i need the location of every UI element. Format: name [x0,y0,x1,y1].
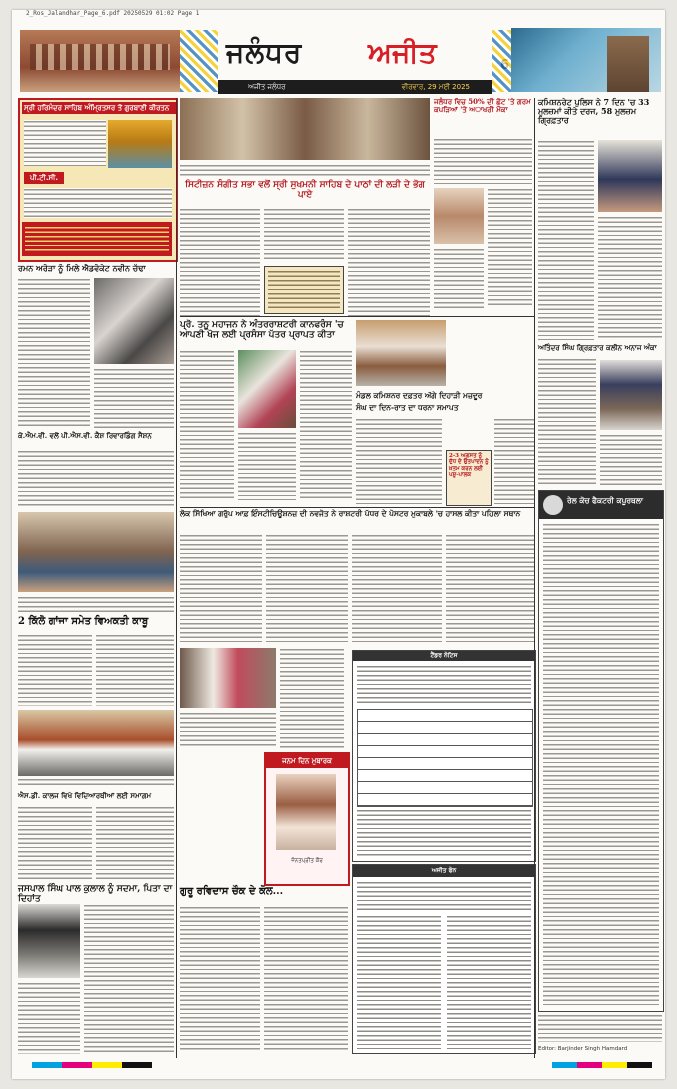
box-birthday [264,752,350,886]
photo-ear [434,188,484,244]
masthead-building-photo [20,30,180,92]
masthead [12,26,665,96]
story-ganja-text [18,634,92,706]
headline-milk: 2-3 ਅਗਸਤ ਨੂੰ ਦੁੱਧ ਦੇ ਉਤਪਾਦਨ ਨੂੰ ਖ਼ਤਮ ਕਰਨ ਲਈ ਪਸ਼ੂ-ਪਾਲਕ [449,453,489,478]
story-atinder-text-2 [600,434,662,486]
story-ear-text-2 [434,248,484,308]
notice-rcf-title: ਰੇਲ ਕੋਚ ਫੈਕਟਰੀ ਕਪੂਰਥਲਾ [567,496,644,505]
story-dharna-col1 [356,418,442,506]
story-sukhmani-col1 [180,208,260,316]
photo-raman-arora [94,278,174,364]
box-note [264,266,344,314]
photo-protest [356,320,446,386]
notice-center [352,864,536,1054]
photo-sukhmani-sahib [180,98,430,160]
masthead-title-ajit: ਅਜੀਤ [368,36,437,69]
headline-atinder: ਅਤਿੰਦਰ ਸਿੰਘ ਗ੍ਰਿਫ਼ਤਾਰ ਕਲੀਨ ਅਨਾਜ ਅੰਕਾ [538,343,657,352]
row-rule-1 [180,316,534,317]
ad-kirtan-footer-text [25,226,169,252]
story-commissionerate-col2 [598,216,662,340]
story-ravidas-col2 [264,906,348,1052]
notice-tender [352,650,536,862]
column-rule-1 [176,98,177,1058]
notice-tender-footer [357,809,531,857]
story-sd-college-text-2 [96,806,174,880]
story-sukhmani-col3 [348,208,430,316]
ad-kirtan-text [24,120,106,166]
masthead-statue-photo [511,28,661,92]
story-ganja-text-2 [96,634,174,706]
notice-tender-table [357,709,533,807]
headline-commissionerate: ਕਮਿਸ਼ਨਰੇਟ ਪੁਲਿਸ ਨੇ 7 ਦਿਨ 'ਚ 33 ਮੁਲਜ਼ਮਾਂ ਕੀਤੇ ਦਰਜ, 58 ਮੁਲਜ਼ਮ ਗ੍ਰਿਫ਼ਤਾਰ [538,97,650,126]
ad-kirtan-footer [22,222,172,256]
newspaper-page [12,10,665,1079]
caption-sukhmani [180,164,430,178]
story-tanu-col1 [180,350,234,500]
editor-line: Editor: Barjinder Singh Hamdard [538,1046,628,1052]
caption-kmv [18,596,174,612]
story-commissionerate-col1 [538,140,594,340]
headline-ravidas-chowk: ਗੁਰੂ ਰਵਿਦਾਸ ਚੌਕ ਦੇ ਕੋਲ... [180,886,284,897]
masthead-date: ਵੀਰਵਾਰ, 29 ਮਈ 2025 [401,83,470,91]
story-kmv-text [18,450,174,508]
ad-kirtan-title: ਸ੍ਰੀ ਹਰਿਮੰਦਰ ਸਾਹਿਬ ਅੰਮ੍ਰਿਤਸਰ ਤੋਂ ਗੁਰਬਾਣੀ ਕੀਰਤਨ [22,102,176,114]
masthead-title [218,36,492,76]
headline-navjot: ਲੋਕ ਸਿੱਖਿਆ ਗਰੁੱਪ ਆਫ਼ ਇੰਸਟੀਚਿਊਸ਼ਨਜ਼ ਦੀ ਨਵਜੋਤ ਨੇ ਰਾਸ਼ਟਰੀ ਪੱਧਰ ਦੇ ਪੋਸਟਰ ਮੁਕਾਬਲੇ 'ਚ ਹਾਸਲ ਕੀਤਾ ਪਹਿਲਾ ਸਥਾਨ [180,509,521,518]
headline-jaspal-singh: ਜਸਪਾਲ ਸਿੰਘ ਪਾਲ ਕੁਲਾਲ ਨੂੰ ਸਦਮਾ, ਪਿਤਾ ਦਾ ਦਿਹਾਂਤ [18,884,173,905]
notice-rail-coach-factory [538,490,664,1012]
masthead-dateline [218,80,492,94]
column-rule-2 [534,98,535,1058]
story-navjot-col6 [180,712,276,748]
headline-sd-college: ਐਸ.ਡੀ. ਕਾਲਜ ਵਿਖੇ ਵਿਦਿਆਰਥੀਆਂ ਲਈ ਸਮਾਗਮ [18,791,152,800]
ad-kirtan-box [18,98,178,262]
headline-discount: ਜਲੰਧਰ ਵਿਚ 50% ਦੀ ਛੋਟ 'ਤੇ ਗਰਮ ਕਪੜਿਆਂ 'ਤੇ ਅਾਖਰੀ ਮੌਕਾ [434,97,531,115]
photo-navjot [180,648,276,708]
notice-center-list-b [447,915,531,1049]
photo-tanu-mahajan [238,350,296,428]
notice-rcf-header [539,491,663,519]
story-navjot-col2 [266,534,348,644]
headline-dharna-a: ਮੰਡਲ ਕਮਿਸ਼ਨਰ ਦਫ਼ਤਰ ਅੱਗੇ ਦਿਹਾੜੀ ਮਜ਼ਦੂਰ [356,391,483,400]
photo-kmv-group [18,512,174,592]
headline-sukhmani-sahib: ਸਿਟੀਜ਼ਨ ਸੰਗੀਤ ਸਭਾ ਵਲੋਂ ਸ੍ਰੀ ਸੁਖਮਨੀ ਸਾਹਿਬ ਦੇ ਪਾਠਾਂ ਦੀ ਲੜੀ ਦੇ ਭੋਗ ਪਾਏ [185,180,425,201]
story-sd-college-text [18,806,92,880]
photo-police-officer [598,140,662,212]
box-note-text [268,270,340,310]
headline-ganja: 2 ਕਿੱਲੋ ਗਾਂਜਾ ਸਮੇਤ ਵਿਅਕਤੀ ਕਾਬੂ [18,616,149,627]
story-navjot-col5 [280,648,344,748]
story-sukhmani-col2 [264,208,344,262]
masthead-pattern-left [180,30,218,92]
story-dharna-col3 [494,418,534,506]
golden-temple-photo [108,120,172,168]
notice-rcf-body [543,523,659,1007]
print-color-bar-right [552,1062,652,1068]
box-milk [446,450,492,506]
headline-tanu-mahajan: ਪ੍ਰੋ. ਤਨੂ ਮਹਾਜਨ ਨੇ ਅੰਤਰਰਾਸ਼ਟਰੀ ਕਾਨਫਰੰਸ 'ਚ ਆਪਣੀ ਖੋਜ ਲਈ ਪ੍ਰਸੰਸਾ ਪੱਤਰ ਪ੍ਰਾਪਤ ਕੀਤਾ [180,320,344,341]
notice-center-list-a [357,915,441,1049]
story-raman-arora-text-2 [94,368,174,428]
caption-students [18,778,174,788]
rcf-logo-icon [543,495,563,515]
print-color-bar [32,1062,152,1068]
masthead-sub-left: ਅਜੀਤ ਜਲੰਧਰ [248,83,286,91]
story-ear-text [488,188,532,308]
story-navjot-col1 [180,534,262,644]
story-ravidas-col1 [180,906,260,1052]
story-jaspal-text [84,904,174,1054]
headline-raman-arora: ਰਮਨ ਅਰੋੜਾ ਨੂੰ ਮਿਲੇ ਐਡਵੋਕੇਟ ਨਵੀਨ ਚੱਢਾ [18,263,146,273]
birthday-name: ਜੰਨਤਪ੍ਰੀਤ ਕੌਰ [291,858,323,864]
photo-students [18,710,174,776]
photo-atinder-singh [600,360,662,430]
print-slug: 2_Ros_Jalandhar_Page_6.pdf 20250529 01:02 Page 1 [26,10,200,17]
masthead-title-city: ਜਲੰਧਰ [226,36,303,69]
editor-imprint [538,1014,662,1042]
notice-tender-intro [357,665,531,705]
story-tanu-col2 [238,432,296,500]
headline-dharna-b: ਸੰਘ ਦਾ ਦਿਨ-ਰਾਤ ਦਾ ਧਰਨਾ ਸਮਾਪਤ [356,403,459,412]
birthday-title: ਜਨਮ ਦਿਨ ਮੁਬਾਰਕ [266,754,348,768]
story-discount-text [434,138,532,184]
story-raman-arora-text [18,278,90,428]
story-jaspal-text-2 [18,982,80,1054]
notice-tender-title: ਟੈਂਡਰ ਨੋਟਿਸ [353,651,535,661]
notice-center-intro [357,881,531,911]
ad-code-badge: ਪੀ.ਟੀ.ਸੀ. [24,172,64,184]
photo-birthday-child [276,774,336,850]
story-atinder-text [538,358,596,486]
story-tanu-col3 [300,350,352,500]
ad-kirtan-schedule [24,188,172,218]
story-navjot-col3 [352,534,442,644]
photo-obituary [18,904,80,978]
notice-center-title: ਅਜੀਤ ਫੋਨ [353,865,535,877]
story-navjot-col4 [446,534,534,644]
headline-kmv: ਕੇ.ਐਮ.ਵੀ. ਵਲੋਂ ਪੀ.ਐਸ.ਵੀ. ਕੈਸ਼ ਰਿਵਾਰਡਿੰਗ ਸੈਸ਼ਨ [18,431,152,440]
row-rule-2 [180,507,534,508]
